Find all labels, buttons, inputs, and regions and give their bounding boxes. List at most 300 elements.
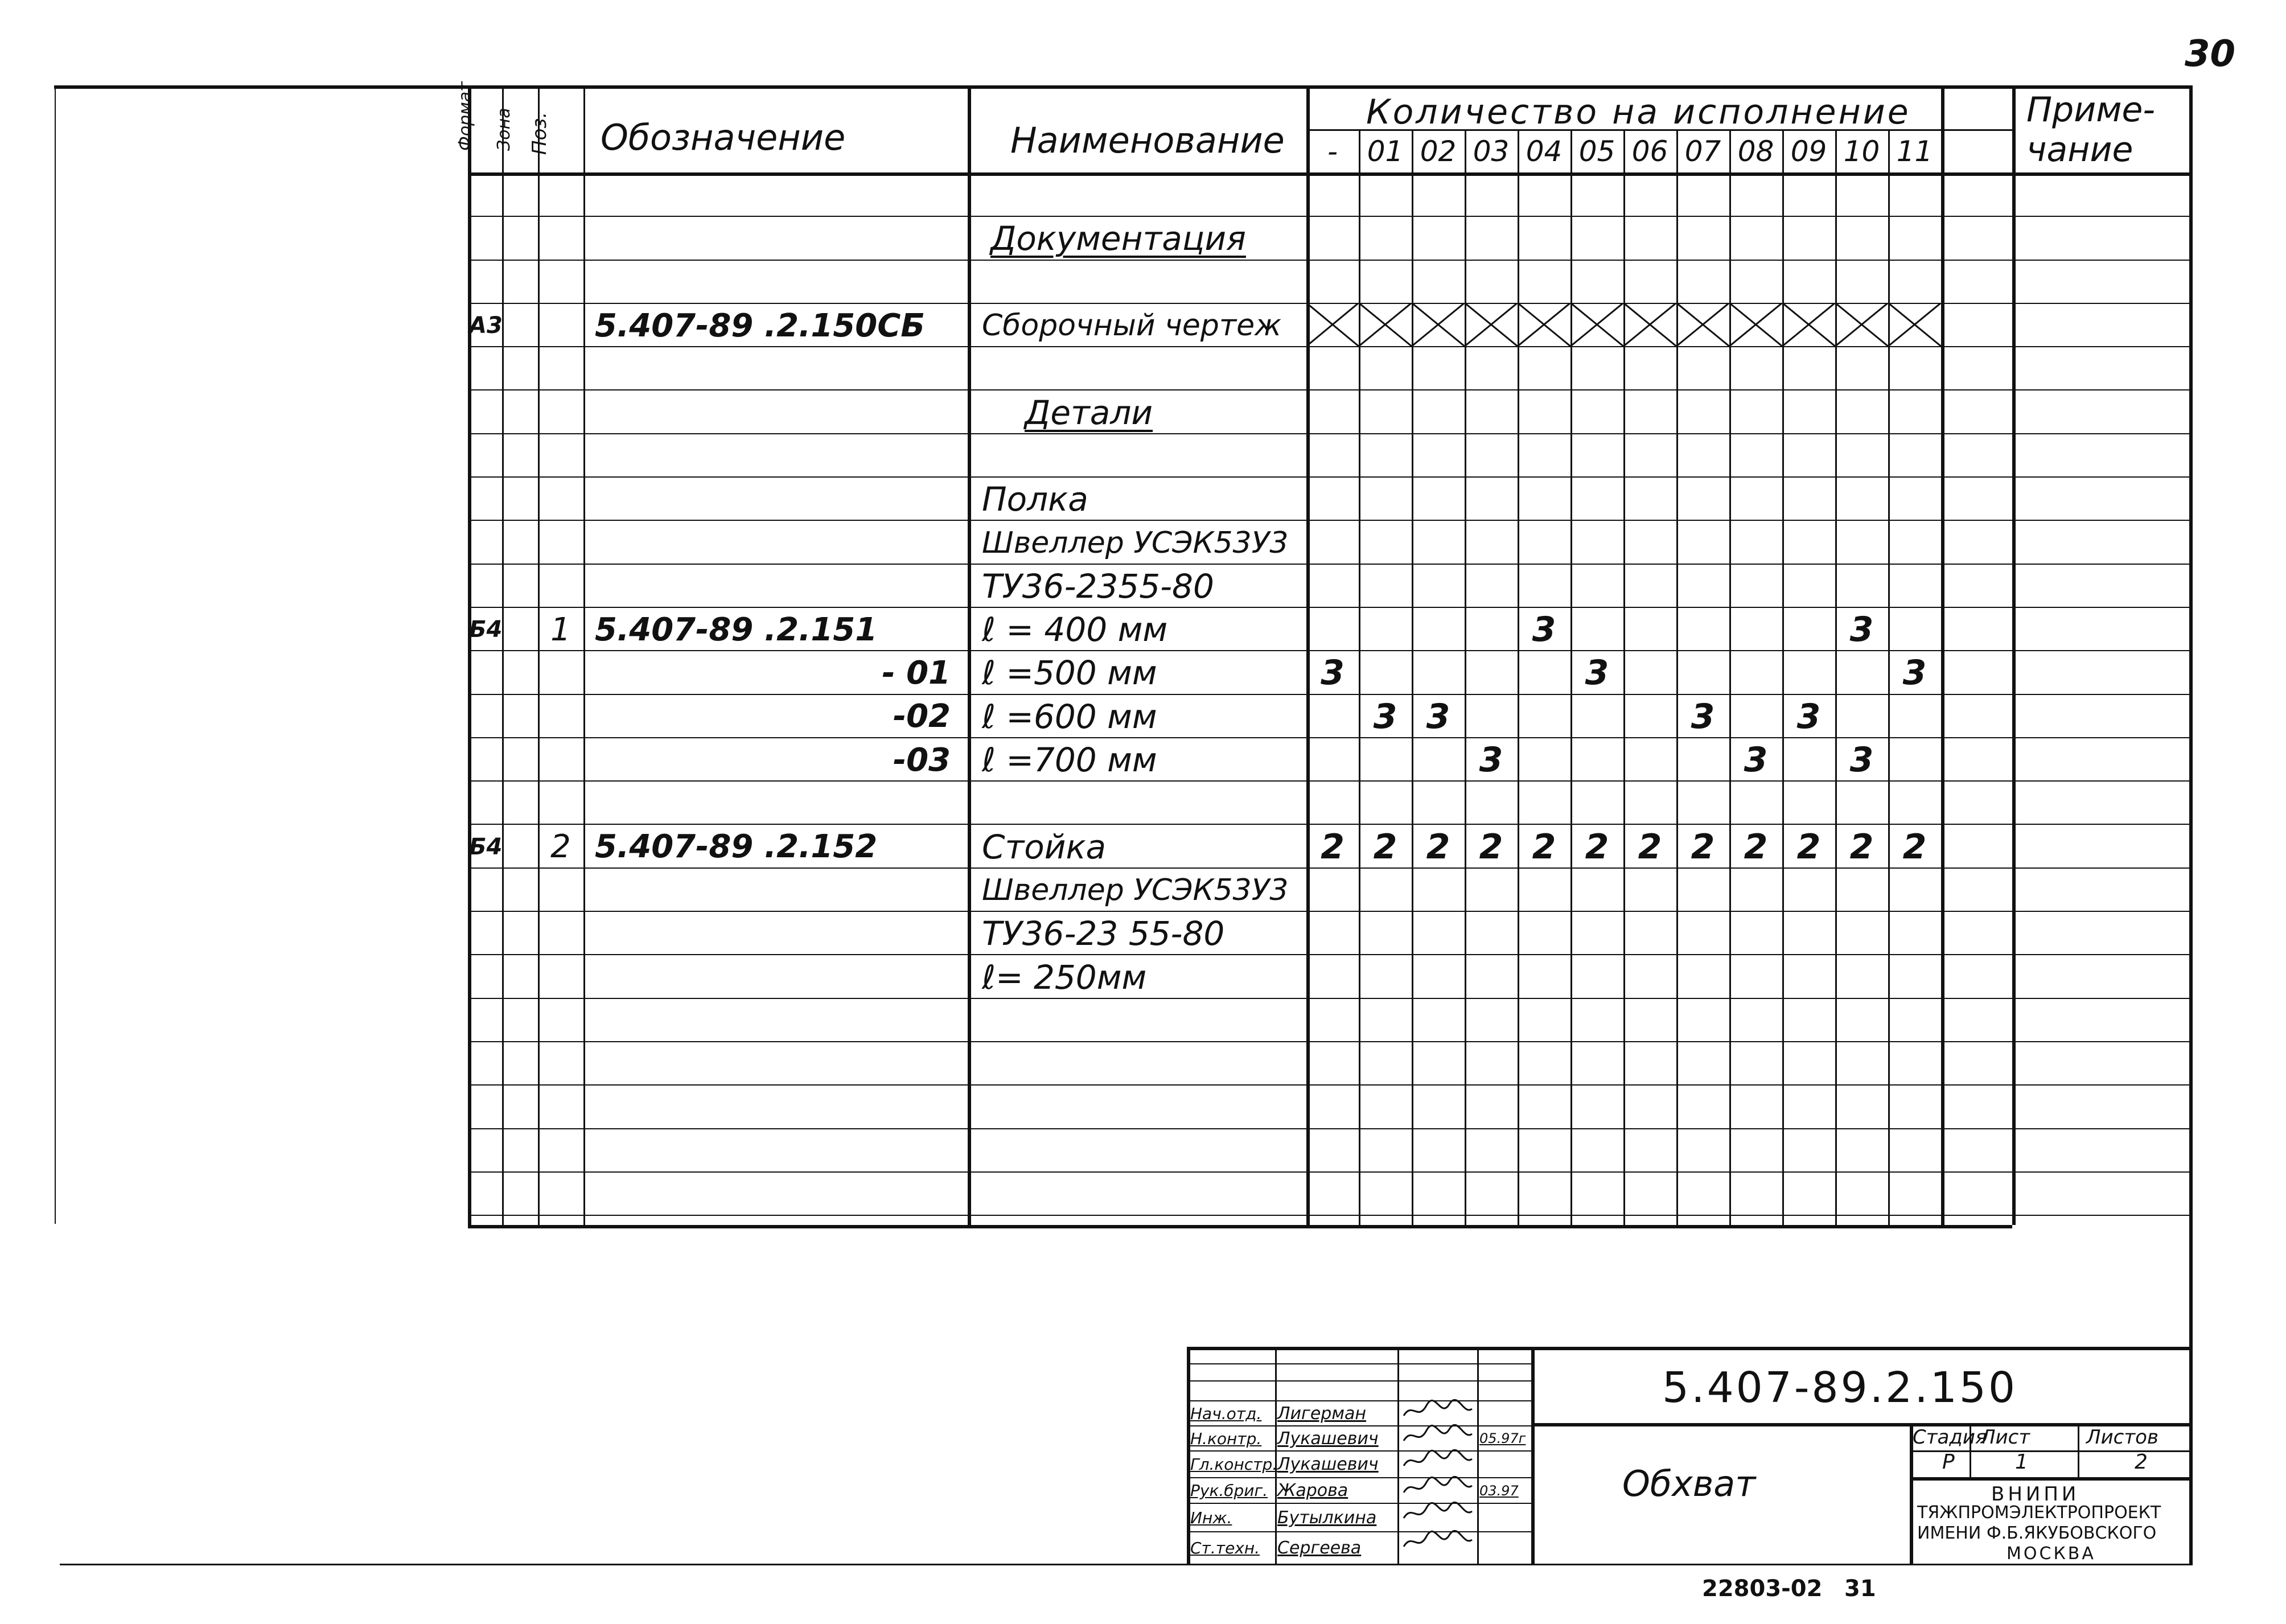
row-format [469, 696, 503, 737]
row-quantity-cell [1518, 522, 1570, 563]
row-quantity-cell [1623, 609, 1676, 650]
row-name: Полка [982, 480, 1088, 519]
organization-top-line [1910, 1477, 2189, 1481]
row-position [538, 739, 583, 780]
row-format [469, 566, 503, 607]
row-quantity-cell [1465, 392, 1518, 433]
row-quantity-cell [1412, 652, 1465, 693]
table-row-line [468, 433, 2189, 434]
row-quantity-cell [1729, 609, 1782, 650]
row-quantity-cell [1412, 739, 1465, 780]
table-row-line [468, 216, 2189, 217]
table-col-line [2189, 85, 2193, 1225]
stage-label: Стадия [1913, 1426, 1987, 1449]
row-position [538, 783, 583, 824]
row-quantity-cell [1518, 739, 1570, 780]
row-quantity-cell: 3 [1691, 696, 1715, 737]
header-variant: 04 [1526, 135, 1563, 168]
row-quantity-cell [1888, 392, 1941, 433]
header-designation: Обозначение [601, 117, 846, 158]
row-quantity-cell [1570, 739, 1623, 780]
stage-col-line [1970, 1423, 1971, 1477]
row-quantity-cell: 2 [1638, 827, 1662, 867]
row-quantity-cell [1782, 783, 1835, 824]
row-quantity-cell [1729, 566, 1782, 607]
row-quantity-cell: 2 [1744, 827, 1768, 867]
row-quantity-cell [1412, 392, 1465, 433]
row-quantity-cell [1888, 479, 1941, 520]
row-designation [595, 783, 951, 824]
row-quantity-cell [1729, 956, 1782, 997]
row-quantity-cell: 2 [1849, 827, 1874, 867]
row-format [469, 652, 503, 693]
row-position [538, 913, 583, 954]
row-quantity-cell [1888, 696, 1941, 737]
header-pos: Поз. [528, 112, 551, 155]
row-quantity-cell [1412, 870, 1465, 911]
table-row-line [468, 607, 2189, 608]
row-quantity-cell [1676, 956, 1729, 997]
header-variant: - [1327, 135, 1338, 168]
row-format [469, 218, 503, 259]
row-format [469, 913, 503, 954]
footer-number: 22803-02 [1702, 1576, 1823, 1602]
row-quantity-cell [1782, 652, 1835, 693]
row-name: ТУ36-2355-80 [982, 566, 1214, 606]
row-quantity-cell [1412, 522, 1465, 563]
row-quantity-cell [1623, 956, 1676, 997]
row-format: Б4 [469, 616, 503, 643]
row-quantity-cell [1518, 956, 1570, 997]
row-name: Детали [1025, 393, 1153, 432]
row-quantity-cell [1623, 652, 1676, 693]
row-quantity-cell: 3 [1902, 653, 1927, 693]
signer-date [1479, 1401, 1531, 1425]
cross-mark-icon [1465, 303, 1518, 346]
signer-name: Лукашевич [1277, 1428, 1379, 1449]
row-quantity-cell [1888, 218, 1941, 259]
row-quantity-cell: 3 [1479, 740, 1503, 780]
row-quantity-cell [1306, 479, 1359, 520]
signer-role: Рук.бриг. [1190, 1481, 1268, 1500]
row-quantity-cell [1465, 956, 1518, 997]
table-row-line [468, 1041, 2189, 1042]
row-format: Б4 [469, 833, 503, 860]
row-quantity-cell [1782, 392, 1835, 433]
header-variant: 10 [1843, 135, 1880, 168]
row-quantity-cell: 3 [1321, 653, 1345, 693]
row-quantity-cell [1570, 783, 1623, 824]
row-quantity-cell [1306, 956, 1359, 997]
header-format: Формат [455, 81, 475, 151]
signer-name: Лигерман [1277, 1403, 1366, 1424]
signer-date: 03.97 [1479, 1482, 1519, 1499]
row-quantity-cell [1623, 479, 1676, 520]
row-quantity-cell [1835, 479, 1888, 520]
table-row-line [468, 476, 2189, 478]
row-quantity-cell [1412, 479, 1465, 520]
cross-mark-icon [1676, 303, 1729, 346]
row-quantity-cell [1306, 870, 1359, 911]
row-quantity-cell [1676, 522, 1729, 563]
row-quantity-cell: 2 [1373, 827, 1397, 867]
row-quantity-cell [1782, 870, 1835, 911]
header-bottom-line [468, 172, 2189, 176]
row-quantity-cell: 3 [1849, 740, 1874, 780]
sheet-value: 1 [2015, 1450, 2028, 1474]
table-row-line [468, 389, 2189, 390]
row-quantity-cell [1835, 956, 1888, 997]
table-row-line [468, 911, 2189, 912]
row-quantity-cell [1782, 218, 1835, 259]
row-quantity-cell [1676, 566, 1729, 607]
row-name: ℓ =700 мм [982, 741, 1157, 780]
row-designation: 5.407-89 .2.152 [595, 828, 878, 866]
row-quantity-cell: 3 [1849, 610, 1874, 650]
header-variant: 03 [1473, 135, 1510, 168]
row-quantity-cell [1570, 522, 1623, 563]
row-name: Сборочный чертеж [982, 309, 1281, 343]
table-row-line [468, 867, 2189, 869]
row-quantity-cell [1465, 870, 1518, 911]
row-quantity-cell [1518, 870, 1570, 911]
frame-left-line [55, 85, 56, 1224]
row-quantity-cell: 2 [1426, 827, 1450, 867]
cross-mark-icon [1359, 303, 1412, 346]
row-quantity-cell [1782, 956, 1835, 997]
row-quantity-cell [1359, 956, 1412, 997]
row-quantity-cell [1306, 913, 1359, 954]
row-quantity-cell [1306, 218, 1359, 259]
signer-name: Сергеева [1277, 1538, 1362, 1558]
row-quantity-cell [1465, 913, 1518, 954]
table-row-line [468, 346, 2189, 347]
page-number: 30 [2185, 33, 2236, 75]
row-quantity-cell: 2 [1902, 827, 1927, 867]
row-quantity-cell [1359, 870, 1412, 911]
row-quantity-cell [1782, 479, 1835, 520]
sheet-label: Лист [1981, 1426, 2030, 1449]
sheets-label: Листов [2086, 1426, 2159, 1449]
cross-mark-icon [1835, 303, 1888, 346]
header-variant: 05 [1578, 135, 1615, 168]
signer-name: Бутылкина [1277, 1507, 1377, 1528]
cross-mark-icon [1729, 303, 1782, 346]
row-quantity-cell [1359, 609, 1412, 650]
row-quantity-cell [1782, 739, 1835, 780]
header-name: Наименование [1010, 120, 1285, 161]
row-quantity-cell [1888, 783, 1941, 824]
row-quantity-cell [1359, 739, 1412, 780]
signer-date [1479, 1504, 1531, 1531]
row-quantity-cell [1306, 739, 1359, 780]
frame-bottom-line [60, 1564, 2192, 1565]
row-name: ТУ36-23 55-80 [982, 914, 1225, 953]
row-position [538, 696, 583, 737]
row-designation: -02 [893, 698, 951, 735]
row-quantity-cell [1782, 913, 1835, 954]
row-quantity-cell: 2 [1796, 827, 1821, 867]
header-quantity-title: Количество на исполнение [1366, 92, 1911, 132]
row-quantity-cell: 2 [1479, 827, 1503, 867]
row-format [469, 956, 503, 997]
row-quantity-cell [1729, 870, 1782, 911]
row-quantity-cell [1835, 566, 1888, 607]
row-quantity-cell [1465, 522, 1518, 563]
row-position: 1 [550, 611, 571, 648]
table-row-line [468, 1128, 2189, 1129]
sheet-col-line [2078, 1423, 2079, 1477]
row-designation [595, 956, 951, 997]
signer-role: Нач.отд. [1190, 1404, 1262, 1423]
row-designation [595, 218, 951, 259]
header-variant: 11 [1896, 135, 1933, 168]
signer-date [1479, 1532, 1531, 1564]
title-block-col-line [1531, 1347, 1535, 1564]
row-format [469, 739, 503, 780]
row-quantity-cell [1359, 652, 1412, 693]
row-format [469, 522, 503, 563]
row-quantity-cell [1412, 783, 1465, 824]
row-quantity-cell: 2 [1585, 827, 1609, 867]
row-quantity-cell [1888, 739, 1941, 780]
row-quantity-cell [1676, 218, 1729, 259]
table-row-line [468, 1215, 2189, 1216]
row-quantity-cell [1623, 870, 1676, 911]
stage-value: Р [1942, 1450, 1955, 1474]
row-name: Документация [990, 219, 1246, 258]
row-quantity-cell [1676, 783, 1729, 824]
table-row-line [468, 1171, 2189, 1173]
row-quantity-cell [1465, 566, 1518, 607]
row-designation [595, 522, 951, 563]
row-format: А3 [469, 313, 503, 339]
row-quantity-cell [1412, 609, 1465, 650]
row-quantity-cell [1518, 479, 1570, 520]
row-quantity-cell [1570, 392, 1623, 433]
row-quantity-cell [1306, 522, 1359, 563]
row-name: ℓ =500 мм [982, 653, 1157, 693]
row-position [538, 652, 583, 693]
row-quantity-cell [1623, 218, 1676, 259]
signer-role: Инж. [1190, 1508, 1232, 1527]
table-row-line [468, 564, 2189, 565]
row-quantity-cell [1729, 913, 1782, 954]
row-quantity-cell [1676, 609, 1729, 650]
table-row-line [468, 650, 2189, 651]
header-variant: 08 [1737, 135, 1774, 168]
row-quantity-cell [1465, 479, 1518, 520]
sheets-value: 2 [2135, 1450, 2148, 1474]
row-quantity-cell [1359, 913, 1412, 954]
row-quantity-cell [1306, 566, 1359, 607]
organization-line4: МОСКВА [2007, 1544, 2096, 1564]
row-position [538, 870, 583, 911]
row-quantity-cell [1623, 566, 1676, 607]
cross-mark-icon [1412, 303, 1465, 346]
table-col-line [583, 85, 585, 1225]
row-quantity-cell [1518, 218, 1570, 259]
row-quantity-cell [1623, 522, 1676, 563]
row-designation [595, 479, 951, 520]
signer-date [1479, 1452, 1531, 1477]
frame-top-line [54, 85, 2192, 89]
row-quantity-cell [1835, 218, 1888, 259]
row-quantity-cell [1676, 870, 1729, 911]
header-variant: 06 [1631, 135, 1668, 168]
row-designation [595, 913, 951, 954]
header-variant: 07 [1684, 135, 1721, 168]
row-designation: 5.407-89 .2.151 [595, 611, 878, 648]
row-quantity-cell [1412, 913, 1465, 954]
row-quantity-cell [1359, 522, 1412, 563]
row-designation: - 01 [882, 654, 951, 692]
row-quantity-cell [1570, 696, 1623, 737]
table-row-line [468, 737, 2189, 738]
row-quantity-cell [1729, 696, 1782, 737]
row-format [469, 479, 503, 520]
row-quantity-cell [1306, 783, 1359, 824]
row-quantity-cell [1623, 392, 1676, 433]
row-quantity-cell [1412, 956, 1465, 997]
row-quantity-cell [1676, 652, 1729, 693]
row-quantity-cell [1465, 652, 1518, 693]
row-position [538, 479, 583, 520]
row-quantity-cell [1888, 566, 1941, 607]
row-position [538, 566, 583, 607]
signature-scribble-icon [1401, 1530, 1481, 1567]
cross-mark-icon [1518, 303, 1570, 346]
row-quantity-cell [1729, 783, 1782, 824]
title-code: 5.407-89.2.150 [1662, 1363, 2018, 1412]
signer-role: Гл.констр. [1190, 1455, 1278, 1474]
header-variant: 02 [1420, 135, 1457, 168]
row-quantity-cell [1623, 913, 1676, 954]
row-designation [595, 392, 951, 433]
row-quantity-cell [1676, 739, 1729, 780]
header-zone: Зона [494, 108, 514, 151]
row-name: Стойка [982, 827, 1107, 866]
row-quantity-cell [1306, 392, 1359, 433]
row-quantity-cell [1835, 696, 1888, 737]
stage-row-line [1910, 1450, 2189, 1452]
row-quantity-cell [1676, 479, 1729, 520]
row-quantity-cell [1518, 913, 1570, 954]
row-quantity-cell [1729, 652, 1782, 693]
row-designation [595, 566, 951, 607]
row-position [538, 218, 583, 259]
row-quantity-cell [1835, 870, 1888, 911]
row-quantity-cell [1306, 696, 1359, 737]
row-quantity-cell [1888, 956, 1941, 997]
title-right-part-line [1910, 1423, 1913, 1564]
table-row-line [468, 780, 2189, 782]
row-quantity-cell [1465, 696, 1518, 737]
row-quantity-cell [1465, 218, 1518, 259]
organization-line1: ВНИПИ [1991, 1483, 2080, 1506]
title-code-bottom-line [1531, 1423, 2189, 1426]
row-quantity-cell [1888, 913, 1941, 954]
header-note-line2: чание [2026, 130, 2133, 170]
row-quantity-cell [1623, 783, 1676, 824]
table-col-line [2012, 85, 2016, 1225]
cross-mark-icon [1570, 303, 1623, 346]
signature-row-line [1187, 1380, 1531, 1382]
row-designation: 5.407-89 .2.150СБ [595, 307, 925, 344]
row-quantity-cell [1359, 783, 1412, 824]
cross-mark-icon [1623, 303, 1676, 346]
row-quantity-cell: 3 [1426, 696, 1450, 737]
signer-name: Лукашевич [1277, 1454, 1379, 1474]
table-row-line [468, 260, 2189, 261]
row-quantity-cell [1729, 392, 1782, 433]
row-position [538, 522, 583, 563]
row-quantity-cell [1359, 218, 1412, 259]
organization-line2: ТЯЖПРОМЭЛЕКТРОПРОЕКТ [1917, 1503, 2161, 1523]
row-format [469, 783, 503, 824]
row-quantity-cell [1570, 609, 1623, 650]
signer-name: Жарова [1277, 1481, 1348, 1500]
row-quantity-cell [1782, 522, 1835, 563]
row-quantity-cell: 3 [1532, 610, 1556, 650]
row-quantity-cell [1570, 566, 1623, 607]
row-quantity-cell [1412, 218, 1465, 259]
row-quantity-cell: 2 [1321, 827, 1345, 867]
row-quantity-cell [1570, 479, 1623, 520]
row-quantity-cell [1888, 522, 1941, 563]
row-format [469, 392, 503, 433]
row-quantity-cell [1729, 479, 1782, 520]
signer-date: 05.97г [1479, 1430, 1526, 1446]
row-quantity-cell: 3 [1744, 740, 1768, 780]
row-quantity-cell [1888, 870, 1941, 911]
row-quantity-cell [1835, 392, 1888, 433]
row-designation [595, 870, 951, 911]
row-quantity-cell [1570, 218, 1623, 259]
title-item-name: Обхват [1622, 1463, 1756, 1504]
row-position [538, 956, 583, 997]
row-quantity-cell [1465, 783, 1518, 824]
header-note-line1: Приме- [2026, 90, 2156, 130]
row-name [982, 783, 1304, 824]
row-quantity-cell [1359, 479, 1412, 520]
row-format [469, 870, 503, 911]
row-position: 2 [550, 828, 571, 866]
signer-role: Н.контр. [1190, 1429, 1262, 1448]
row-quantity-cell [1359, 566, 1412, 607]
row-quantity-cell [1835, 783, 1888, 824]
row-quantity-cell: 3 [1373, 696, 1397, 737]
table-col-line [968, 85, 971, 1225]
row-quantity-cell [1835, 913, 1888, 954]
row-quantity-cell [1518, 566, 1570, 607]
row-quantity-cell [1570, 870, 1623, 911]
row-quantity-cell [1518, 652, 1570, 693]
cross-mark-icon [1782, 303, 1835, 346]
table-row-line [468, 1084, 2189, 1086]
row-quantity-cell [1782, 609, 1835, 650]
row-quantity-cell [1782, 566, 1835, 607]
row-quantity-cell [1359, 392, 1412, 433]
row-position [538, 392, 583, 433]
row-quantity-cell [1623, 696, 1676, 737]
row-quantity-cell [1412, 566, 1465, 607]
row-quantity-cell [1729, 218, 1782, 259]
table-row-line [468, 998, 2189, 999]
row-quantity-cell [1518, 783, 1570, 824]
header-variant: 01 [1367, 135, 1404, 168]
cross-mark-icon [1888, 303, 1941, 346]
